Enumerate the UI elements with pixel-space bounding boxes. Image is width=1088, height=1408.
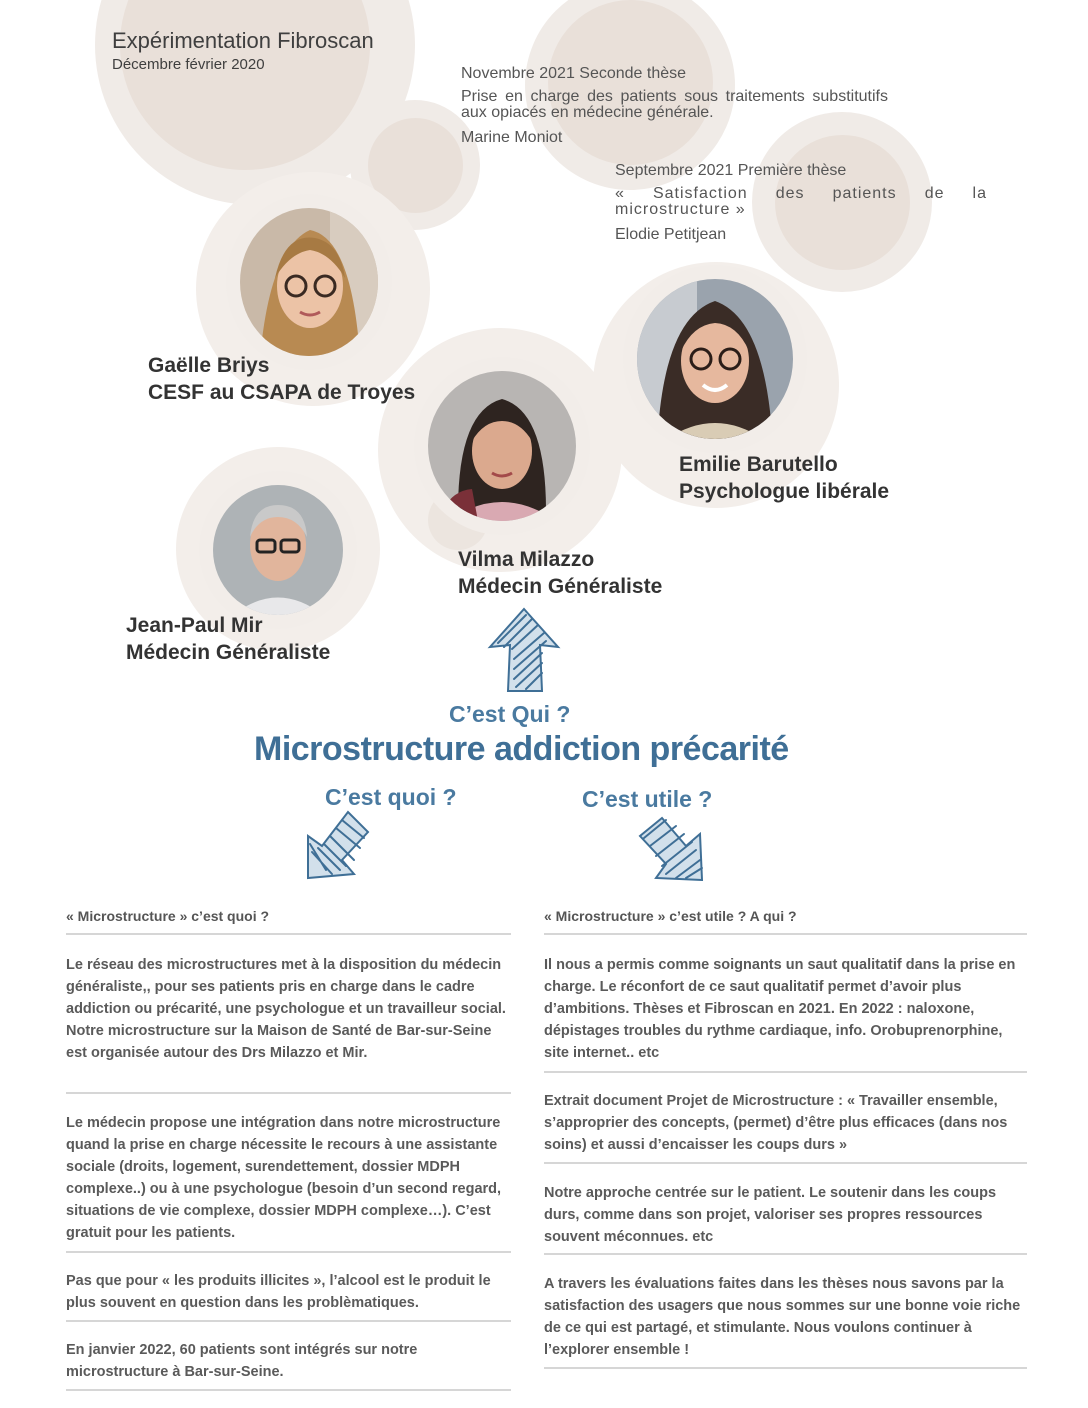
- portrait-emilie-barutello: [637, 279, 793, 439]
- question-who: C’est Qui ?: [449, 701, 571, 727]
- person-card-jeanpaul: [126, 612, 330, 666]
- person-role: CESF au CSAPA de Troyes: [148, 381, 416, 404]
- thesis-second-date: Novembre 2021 Seconde thèse: [461, 65, 687, 82]
- divider: [66, 1389, 511, 1391]
- divider: [66, 1251, 511, 1253]
- person-name: Jean-Paul Mir: [126, 614, 263, 637]
- thesis-second-title: Prise en charge des patients sous traitements substitutifs aux opiacés en médecine générale.: [461, 88, 888, 121]
- left-paragraph-4: En janvier 2022, 60 patients sont intégrés sur notre microstructure à Bar-sur-Seine.: [66, 1342, 418, 1380]
- arrow-down-right-icon: [636, 812, 708, 884]
- divider: [66, 1092, 511, 1094]
- divider: [544, 933, 1027, 935]
- right-paragraph-4: A travers les évaluations faites dans les thèses nous savons par la satisfaction des usagers que nous sommes sur une bonne voie riche de ce qui est partagé, et stimulante. Nous voulons continuer à l’explorer ensemble !: [544, 1276, 1021, 1358]
- person-role: Psychologue libérale: [679, 480, 890, 503]
- question-what: C’est quoi ?: [325, 784, 457, 810]
- arrow-down-left-icon: [302, 808, 372, 882]
- portrait-gaelle-briys: [240, 208, 378, 356]
- left-paragraph-1: Le réseau des microstructures met à la disposition du médecin généraliste,, pour ses patients pris en charge dans le cadre addiction ou précarité, une psychologue et un travailleur social. Notre microstructure sur la Maison de Santé de Bar-sur-Seine est organisée autour des Drs Milazzo et Mir.: [66, 957, 506, 1061]
- person-card-vilma: [458, 546, 662, 600]
- portrait-vilma-milazzo: [428, 371, 576, 521]
- left-column-heading: « Microstructure » c’est quoi ?: [66, 908, 270, 924]
- divider: [66, 1320, 511, 1322]
- thesis-second-author: Marine Moniot: [461, 129, 563, 146]
- person-card-emilie: [679, 451, 889, 505]
- divider: [66, 933, 511, 935]
- divider: [544, 1367, 1027, 1369]
- event-dates: Décembre février 2020: [112, 56, 265, 73]
- person-role: Médecin Généraliste: [458, 575, 663, 598]
- thesis-first-title: « Satisfaction des patients de la microstructure »: [615, 185, 987, 218]
- thesis-first-date: Septembre 2021 Première thèse: [615, 162, 847, 179]
- main-title: Microstructure addiction précarité: [254, 730, 789, 768]
- divider: [544, 1071, 1027, 1073]
- right-paragraph-3: Notre approche centrée sur le patient. Le soutenir dans les coups durs, comme dans son projet, valoriser ses propres ressources souvent méconnues. etc: [544, 1185, 997, 1245]
- right-column-heading: « Microstructure » c’est utile ? A qui ?: [544, 908, 797, 924]
- portrait-jean-paul-mir: [213, 485, 343, 615]
- person-role: Médecin Généraliste: [126, 641, 331, 664]
- thesis-first-author: Elodie Petitjean: [615, 226, 727, 243]
- left-paragraph-3: Pas que pour « les produits illicites », l’alcool est le produit le plus souvent en question dans les problèmatiques.: [66, 1273, 491, 1311]
- person-name: Gaëlle Briys: [148, 354, 270, 377]
- person-name: Vilma Milazzo: [458, 548, 595, 571]
- left-paragraph-2: Le médecin propose une intégration dans notre microstructure quand la prise en charge nécessite le recours à une assistante sociale (droits, logement, surendettement, dossier MDPH complexe..) ou à une psychologue (besoin d’un second regard, situations de vie complexe, dossier MDPH complexe…). C’est gratuit pour les patients.: [66, 1115, 502, 1241]
- right-paragraph-1: Il nous a permis comme soignants un saut qualitatif dans la prise en charge. Le réconfort de ce saut qualitatif permet d’avoir plus d’ambitions. Thèses et Fibroscan en 2021. En 2022 : naloxone, dépistages troubles du rythme cardiaque, info. Orobuprenorphine, site internet.. etc: [544, 957, 1016, 1061]
- divider: [544, 1162, 1027, 1164]
- arrow-up-icon: [486, 607, 562, 693]
- event-title: Expérimentation Fibroscan: [112, 28, 374, 53]
- question-useful: C’est utile ?: [582, 786, 713, 812]
- person-card-gaelle: [148, 352, 415, 406]
- person-name: Emilie Barutello: [679, 453, 838, 476]
- right-paragraph-2: Extrait document Projet de Microstructure : « Travailler ensemble, s’approprier des concepts, (permet) d’être plus efficaces (dans nos soins) et aussi d’encaisser les coups durs »: [544, 1093, 1008, 1153]
- divider: [544, 1253, 1027, 1255]
